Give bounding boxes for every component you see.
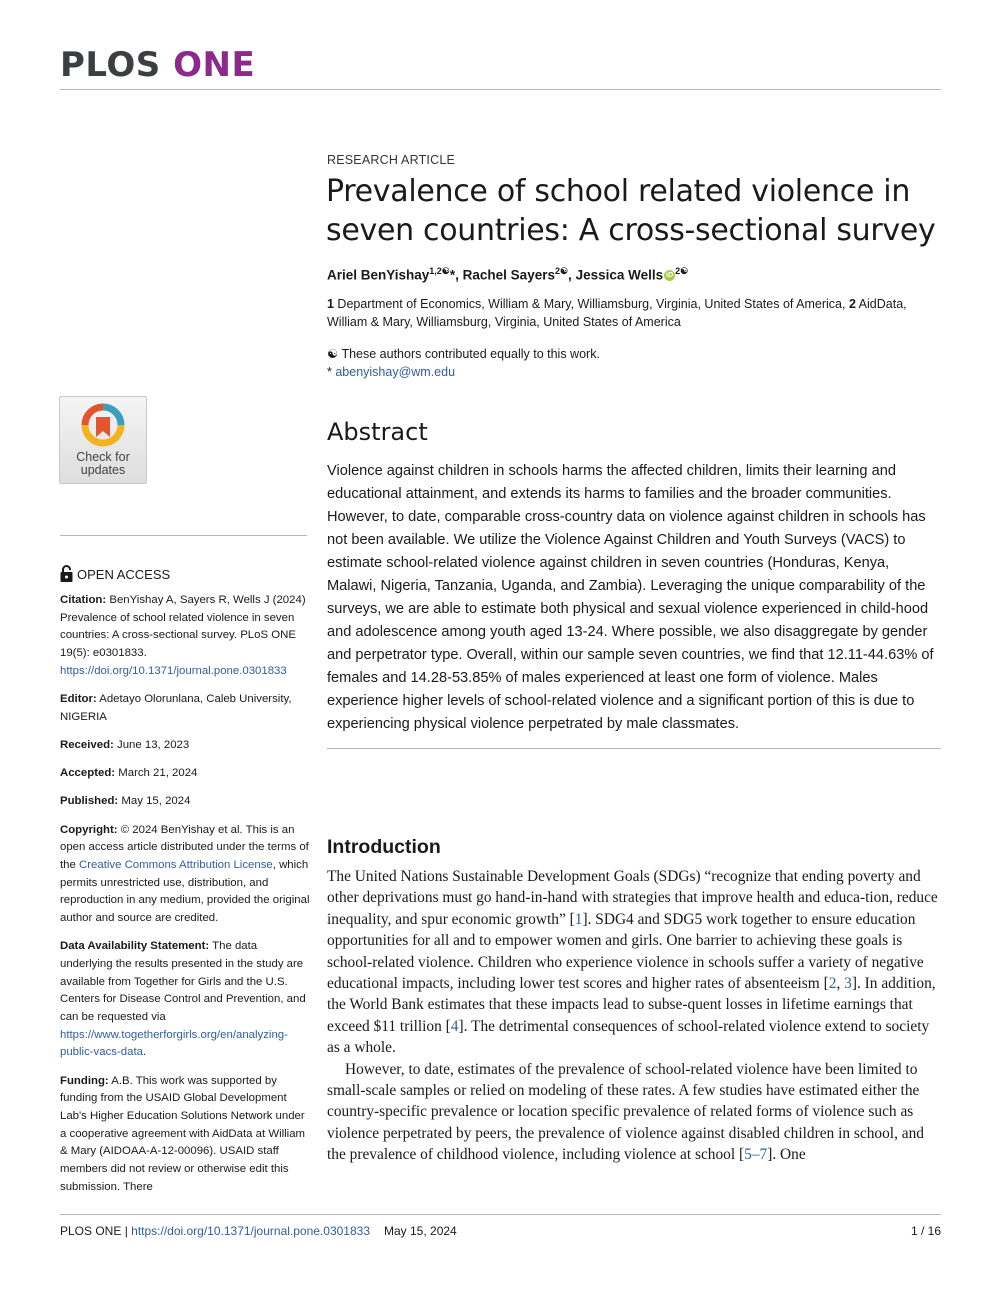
meta-value: June 13, 2023 bbox=[113, 738, 190, 751]
abstract-divider bbox=[327, 748, 941, 749]
citation-link[interactable]: 1 bbox=[574, 910, 583, 928]
footer-doi-link[interactable]: https://doi.org/10.1371/journal.pone.0301833 bbox=[131, 1224, 370, 1238]
meta-value: . bbox=[142, 1046, 147, 1059]
meta-label: Editor: bbox=[60, 693, 97, 706]
article-title: Prevalence of school related violence in seven countries: A cross-sectional survey bbox=[326, 174, 936, 248]
author-name[interactable]: Ariel BenYishay bbox=[327, 267, 430, 283]
abstract-heading: Abstract bbox=[327, 418, 428, 446]
paragraph-text: The United Nations Sustainable Development Goals (SDGs) “recognize that ending poverty and other deprivations must go hand-in-hand with strategies that improve health and educa-tion, reduce inequality, and spur economic growth” [ bbox=[327, 868, 938, 928]
meta-value: The data underlying the results presented in the study are available from Together for Girls and the U.S. Centers for Disease Control and Prevention, and can be requested via bbox=[60, 940, 306, 1024]
citation-info bbox=[60, 592, 310, 681]
corresponding-mark: * bbox=[327, 365, 336, 379]
article-type: RESEARCH ARTICLE bbox=[327, 153, 456, 167]
corresponding-email-link[interactable]: abenyishay@wm.edu bbox=[335, 365, 456, 379]
editor-info bbox=[60, 691, 310, 726]
doi-link[interactable]: https://doi.org/10.1371/journal.pone.0301833 bbox=[60, 664, 287, 677]
meta-value: A.B. This work was supported by funding from the USAID Global Development Lab's Higher Education Solutions Network under a cooperative agreement with AidData at William & Mary (AIDOAA-A-12-00096). USAID staff members did not review or otherwise edit this submission. There bbox=[60, 1074, 306, 1193]
meta-value: March 21, 2024 bbox=[115, 767, 198, 780]
paragraph-text: , bbox=[836, 975, 845, 993]
meta-value: , which permits unrestricted use, distribution, and reproduction in any medium, provided the original author and source are credited. bbox=[60, 858, 310, 925]
author-list bbox=[327, 266, 947, 283]
introduction-body bbox=[327, 866, 942, 1166]
paragraph bbox=[327, 1059, 942, 1166]
copyright-info bbox=[60, 822, 310, 928]
affiliation-number: 2 bbox=[848, 297, 856, 311]
author-name[interactable]: Jessica Wells bbox=[575, 267, 664, 283]
author-notes bbox=[327, 345, 947, 381]
author-separator: , bbox=[568, 267, 576, 283]
paragraph bbox=[327, 866, 942, 1059]
meta-label: Accepted: bbox=[60, 767, 116, 780]
footer-divider bbox=[60, 1214, 941, 1215]
citation-link[interactable]: 5–7 bbox=[744, 1146, 768, 1164]
header-divider bbox=[60, 89, 941, 90]
citation-link[interactable]: 3 bbox=[844, 975, 852, 993]
open-lock-icon bbox=[60, 565, 73, 582]
page-footer bbox=[60, 1224, 457, 1238]
footer-journal: PLOS ONE | bbox=[60, 1224, 132, 1238]
data-link[interactable]: https://www.togetherforgirls.org/en/analyzing-public-vacs-data bbox=[60, 1028, 288, 1059]
paragraph-text: ]. SDG4 and SDG5 work together to ensure education opportunities for all and to empower women and girls. One barrier to achieving these goals is school-related violence. Children who experience violence in schools suffer a variety of negative educational impacts, including lower test scores and higher rates of absenteeism [ bbox=[327, 910, 924, 993]
meta-label: Received: bbox=[60, 738, 114, 751]
affiliation-number: 1 bbox=[327, 297, 334, 311]
journal-logo[interactable] bbox=[60, 45, 256, 85]
meta-label: Copyright: bbox=[60, 823, 118, 836]
paragraph-text: However, to date, estimates of the prevalence of school-related violence have been limited to small-scale samples or relied on modeling of these rates. A few studies have estimated either the country-specific prevalence or location specific prevalence of related forms of violence such as violence perpetrated by peers, the prevalence of violence against disabled children in school, and the prevalence of childhood violence, including violence at school [ bbox=[327, 1060, 925, 1164]
data-availability-info bbox=[60, 938, 310, 1062]
author-affil-marker: 2☯ bbox=[554, 266, 569, 276]
introduction-heading: Introduction bbox=[327, 836, 441, 858]
logo-plos: PLOS bbox=[60, 45, 161, 85]
received-date bbox=[60, 737, 310, 755]
abstract-text: Violence against children in schools harms the affected children, limits their learning and educational attainment, and extends its harms to families and the broader communities. However, to date, comparable cross-country data on violence against children in schools has not been available. We utilize the Violence Against Children and Youth Surveys (VACS) to estimate school-related violence against children in seven countries (Honduras, Kenya, Malawi, Nigeria, Tanzania, Uganda, and Zambia). Leveraging the unique comparability of the surveys, we are able to estimate both physical and sexual violence experienced in child-hood and adolescence among youth aged 13-24. Where possible, we also disaggregate by gender and perpetrator type. Overall, within our sample seven countries, we find that 12.11-44.63% of females and 14.28-53.85% of males experienced at least one form of violence. Males experience higher levels of school-related violence and a significant portion of this is due to experiencing physical violence perpetrated by male classmates. bbox=[327, 463, 934, 732]
check-for-updates-badge[interactable] bbox=[59, 396, 147, 484]
license-link[interactable]: Creative Commons Attribution License bbox=[79, 858, 273, 871]
affiliations bbox=[327, 295, 947, 331]
article-metadata bbox=[60, 592, 310, 1207]
open-access-label bbox=[60, 565, 170, 582]
crossmark-line: Check for bbox=[76, 450, 130, 464]
meta-value: © 2024 BenYishay et al. This is an open access article distributed under the terms of the bbox=[60, 823, 309, 871]
author-name[interactable]: Rachel Sayers bbox=[462, 267, 555, 283]
equal-contribution-note: ☯ These authors contributed equally to this work. bbox=[327, 347, 600, 361]
orcid-icon[interactable]: iD bbox=[666, 272, 674, 280]
meta-label: Citation: bbox=[60, 594, 107, 606]
published-date bbox=[60, 793, 310, 811]
paragraph-text: ]. One bbox=[767, 1146, 806, 1164]
meta-value: May 15, 2024 bbox=[118, 795, 191, 808]
sidebar-divider bbox=[60, 535, 307, 536]
funding-info bbox=[60, 1073, 310, 1197]
meta-label: Funding: bbox=[60, 1074, 109, 1087]
crossmark-icon bbox=[81, 403, 125, 451]
page-number: 1 / 16 bbox=[910, 1224, 941, 1238]
meta-value: Adetayo Olorunlana, Caleb University, NIGERIA bbox=[60, 693, 292, 723]
author-separator: *, bbox=[449, 267, 463, 283]
meta-value: BenYishay A, Sayers R, Wells J (2024) Prevalence of school related violence in seven countries: A cross-sectional survey. PLoS ONE 19(5): e0301833. bbox=[60, 594, 306, 660]
crossmark-line: updates bbox=[80, 463, 126, 477]
citation-link[interactable]: 4 bbox=[450, 1017, 459, 1035]
crossmark-label bbox=[60, 451, 146, 477]
footer-date: May 15, 2024 bbox=[384, 1224, 457, 1238]
affiliation-text: Department of Economics, William & Mary, Williamsburg, Virginia, United States of America, bbox=[333, 297, 849, 311]
meta-label: Published: bbox=[60, 795, 119, 808]
citation-link[interactable]: 2 bbox=[828, 975, 837, 993]
meta-label: Data Availability Statement: bbox=[60, 940, 210, 953]
paragraph-text: ]. In addition, the World Bank estimates that these impacts lead to subse-quent losses in lifetime earnings that exceed $11 trillion [ bbox=[327, 975, 936, 1035]
logo-one: ONE bbox=[173, 45, 256, 85]
paragraph-text: ]. The detrimental consequences of school-related violence extend to society as a whole. bbox=[327, 1017, 930, 1057]
author-affil-marker: 1,2☯ bbox=[429, 266, 450, 276]
affiliation-text: AidData, William & Mary, Williamsburg, Virginia, United States of America bbox=[327, 297, 907, 329]
corresponding-author bbox=[327, 363, 947, 381]
open-access-text: OPEN ACCESS bbox=[77, 567, 171, 582]
accepted-date bbox=[60, 765, 310, 783]
author-affil-marker: 2☯ bbox=[675, 266, 689, 276]
